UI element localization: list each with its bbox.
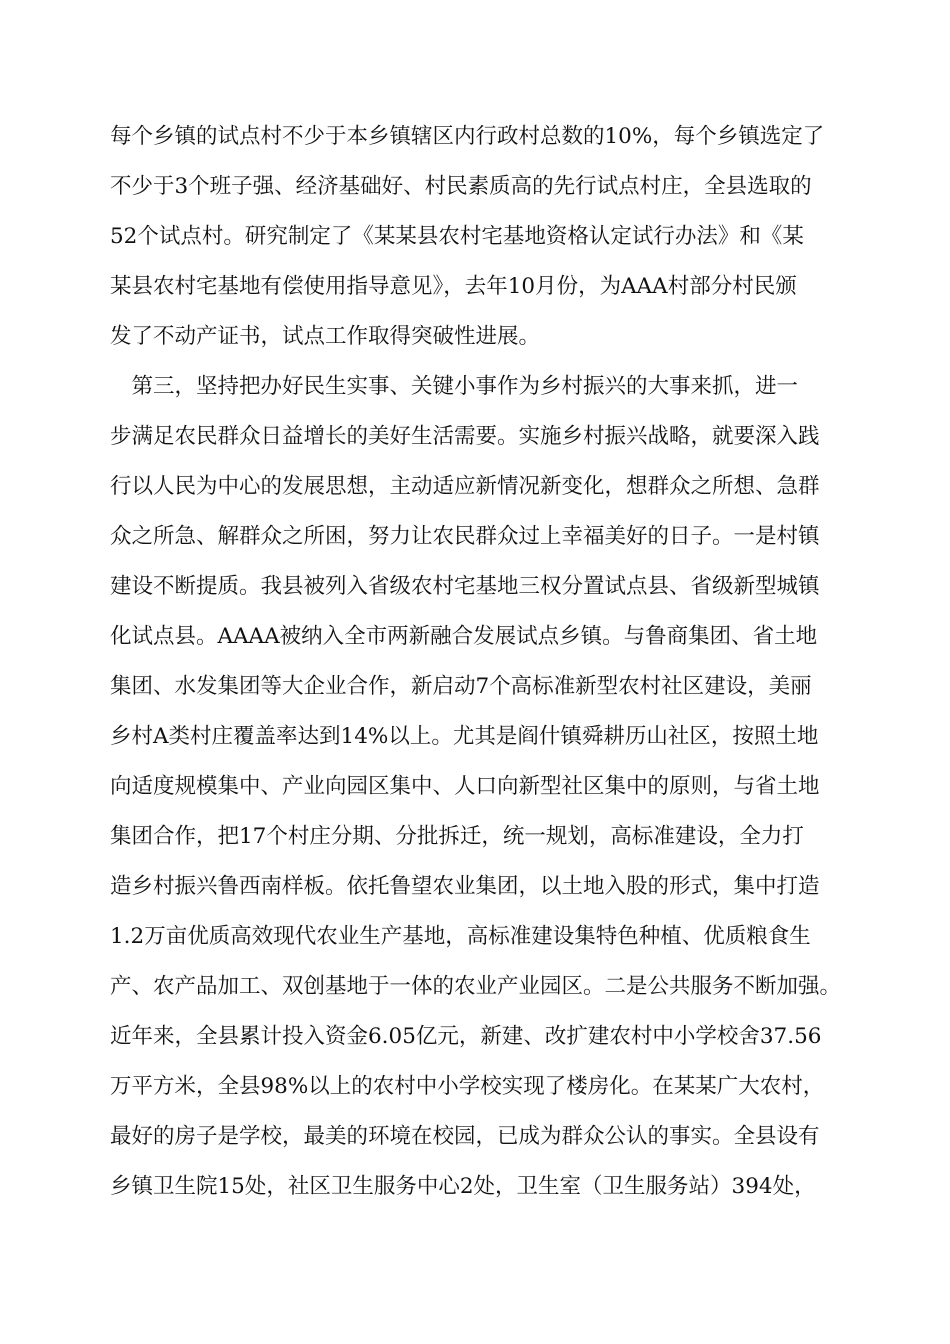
text-line: 集团合作，把17个村庄分期、分批拆迁，统一规划，高标准建设，全力打: [110, 824, 804, 849]
text-line: 最好的房子是学校，最美的环境在校园，已成为群众公认的事实。全县设有: [110, 1124, 820, 1149]
text-line: 乡镇卫生院15处，社区卫生服务中心2处，卫生室（卫生服务站）394处，: [110, 1174, 816, 1199]
text-line: 众之所急、解群众之所困，努力让农民群众过上幸福美好的日子。一是村镇: [110, 524, 820, 549]
text-line: 第三，坚持把办好民生实事、关键小事作为乡村振兴的大事来抓，进一: [110, 374, 799, 399]
text-line: 每个乡镇的试点村不少于本乡镇辖区内行政村总数的10%，每个乡镇选定了: [110, 124, 825, 149]
text-line: 52个试点村。研究制定了《某某县农村宅基地资格认定试行办法》和《某: [110, 224, 804, 249]
text-line: 行以人民为中心的发展思想，主动适应新情况新变化，想群众之所想、急群: [110, 474, 820, 499]
text-line: 产、农产品加工、双创基地于一体的农业产业园区。二是公共服务不断加强。: [110, 974, 842, 999]
text-line: 造乡村振兴鲁西南样板。依托鲁望农业集团，以土地入股的形式，集中打造: [110, 874, 820, 899]
text-line: 近年来，全县累计投入资金6.05亿元，新建、改扩建农村中小学校舍37.56: [110, 1024, 822, 1049]
text-line: 1.2万亩优质高效现代农业生产基地，高标准建设集特色种植、优质粮食生: [110, 924, 811, 949]
text-line: 发了不动产证书，试点工作取得突破性进展。: [110, 324, 541, 349]
text-line: 万平方米，全县98%以上的农村中小学校实现了楼房化。在某某广大农村，: [110, 1074, 825, 1099]
text-line: 化试点县。AAAA被纳入全市两新融合发展试点乡镇。与鲁商集团、省土地: [110, 624, 818, 649]
text-line: 建设不断提质。我县被列入省级农村宅基地三权分置试点县、省级新型城镇: [110, 574, 820, 599]
text-line: 某县农村宅基地有偿使用指导意见》，去年10月份，为AAA村部分村民颁: [110, 274, 797, 299]
text-line: 乡村A类村庄覆盖率达到14%以上。尤其是阎什镇舜耕历山社区，按照土地: [110, 724, 819, 749]
text-line: 集团、水发集团等大企业合作，新启动7个高标准新型农村社区建设，美丽: [110, 674, 812, 699]
text-line: 向适度规模集中、产业向园区集中、人口向新型社区集中的原则，与省土地: [110, 774, 820, 799]
text-line: 不少于3个班子强、经济基础好、村民素质高的先行试点村庄，全县选取的: [110, 174, 812, 199]
text-line: 步满足农民群众日益增长的美好生活需要。实施乡村振兴战略，就要深入践: [110, 424, 820, 449]
